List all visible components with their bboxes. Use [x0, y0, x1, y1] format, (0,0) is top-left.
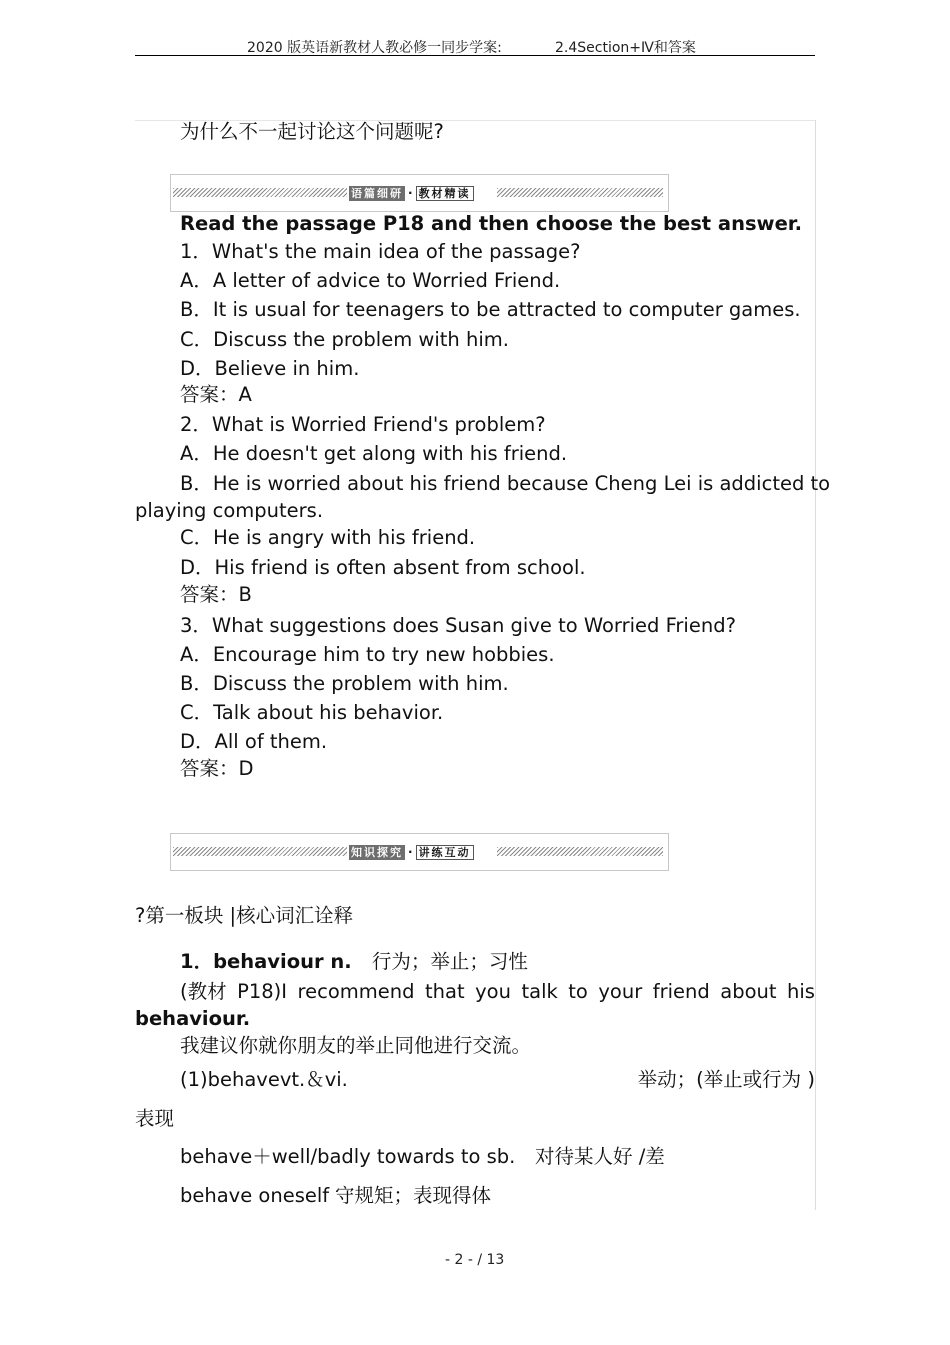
q2-option-a: A．He doesn't get along with his friend. [180, 442, 568, 465]
header-title: 2020 版英语新教材人教必修一同步学案: [247, 40, 502, 56]
q2-option-b: B．He is worried about his friend because Cheng Lei is addicted to [180, 472, 831, 495]
instruction: Read the passage P18 and then choose the best answer. [180, 212, 803, 235]
vocab-word: behaviour n. [213, 950, 352, 973]
banner-dot: · [408, 186, 413, 200]
example-word: recommend [297, 980, 415, 1003]
sub1-cont: 表现 [135, 1107, 175, 1130]
banner-stripe-right [497, 847, 663, 856]
q2-option-d: D．His friend is often absent from school. [180, 556, 586, 579]
banner-label-right: 讲练互动 [416, 845, 474, 860]
banner-stripe-left [173, 847, 347, 856]
q3-option-d: D．All of them. [180, 730, 328, 753]
q1-option-a: A．A letter of advice to Worried Friend. [180, 269, 561, 292]
page-frame-right-line [815, 120, 816, 1210]
vocab-translation: 我建议你就你朋友的举止同他进行交流。 [180, 1034, 532, 1057]
example-word: friend [652, 980, 710, 1003]
page-header [135, 35, 815, 56]
phrase1-meaning: 对待某人好 /差 [535, 1145, 665, 1168]
example-word: to [568, 980, 588, 1003]
q2-question: 2．What is Worried Friend's problem? [180, 413, 546, 436]
q2-option-c: C．He is angry with his friend. [180, 526, 476, 549]
example-word: you [475, 980, 511, 1003]
example-word: (教材 [180, 980, 227, 1003]
header-section: 2.4Section+Ⅳ和答案 [555, 40, 696, 56]
banner-stripe-right [497, 188, 663, 197]
banner-label-left: 语篇细研 [351, 186, 403, 200]
banner-label-right: 教材精读 [416, 186, 474, 201]
q2-option-b-cont: playing computers. [135, 499, 324, 522]
q3-option-c: C．Talk about his behavior. [180, 701, 444, 724]
phrase2-meaning: 守规矩；表现得体 [335, 1184, 492, 1207]
phrase1: behave＋well/badly towards to sb. [180, 1145, 516, 1168]
banner-label [349, 185, 474, 201]
q3-answer: 答案：D [180, 757, 254, 780]
sub1-left: (1)behavevt.＆vi. [180, 1068, 348, 1091]
vocab-example-end: behaviour. [135, 1007, 251, 1030]
section-title: ?第一板块 |核心词汇诠释 [135, 904, 354, 927]
q2-answer: 答案：B [180, 583, 252, 606]
q3-option-a: A．Encourage him to try new hobbies. [180, 643, 555, 666]
banner-stripe-left [173, 188, 347, 197]
section-banner-reading [170, 174, 669, 212]
example-word: about [720, 980, 777, 1003]
q1-option-d: D．Believe in him. [180, 357, 360, 380]
phrase2: behave oneself [180, 1184, 330, 1207]
example-word: your [598, 980, 643, 1003]
example-word: P18)I [237, 980, 288, 1003]
q1-option-c: C．Discuss the problem with him. [180, 328, 509, 351]
q3-question: 3．What suggestions does Susan give to Worried Friend? [180, 614, 736, 637]
vocab-example [180, 980, 815, 1004]
q1-option-b: B．It is usual for teenagers to be attracted to computer games. [180, 298, 801, 321]
banner-label [349, 844, 474, 860]
vocab-number: 1． [180, 950, 214, 973]
page-number: - 2 - / 13 [445, 1252, 505, 1268]
intro-line: 为什么不一起讨论这个问题呢? [180, 120, 444, 143]
example-word: that [425, 980, 465, 1003]
example-word: his [787, 980, 815, 1003]
sub1-right: 举动；(举止或行为 ) [637, 1068, 815, 1091]
q1-answer: 答案：A [180, 383, 252, 406]
example-word: talk [521, 980, 558, 1003]
section-banner-knowledge [170, 833, 669, 871]
banner-dot: · [408, 845, 413, 859]
q1-question: 1．What's the main idea of the passage? [180, 240, 581, 263]
vocab-head [180, 950, 528, 974]
q3-option-b: B．Discuss the problem with him. [180, 672, 509, 695]
banner-label-left: 知识探究 [351, 845, 403, 859]
vocab-meaning: 行为；举止；习性 [371, 950, 528, 973]
